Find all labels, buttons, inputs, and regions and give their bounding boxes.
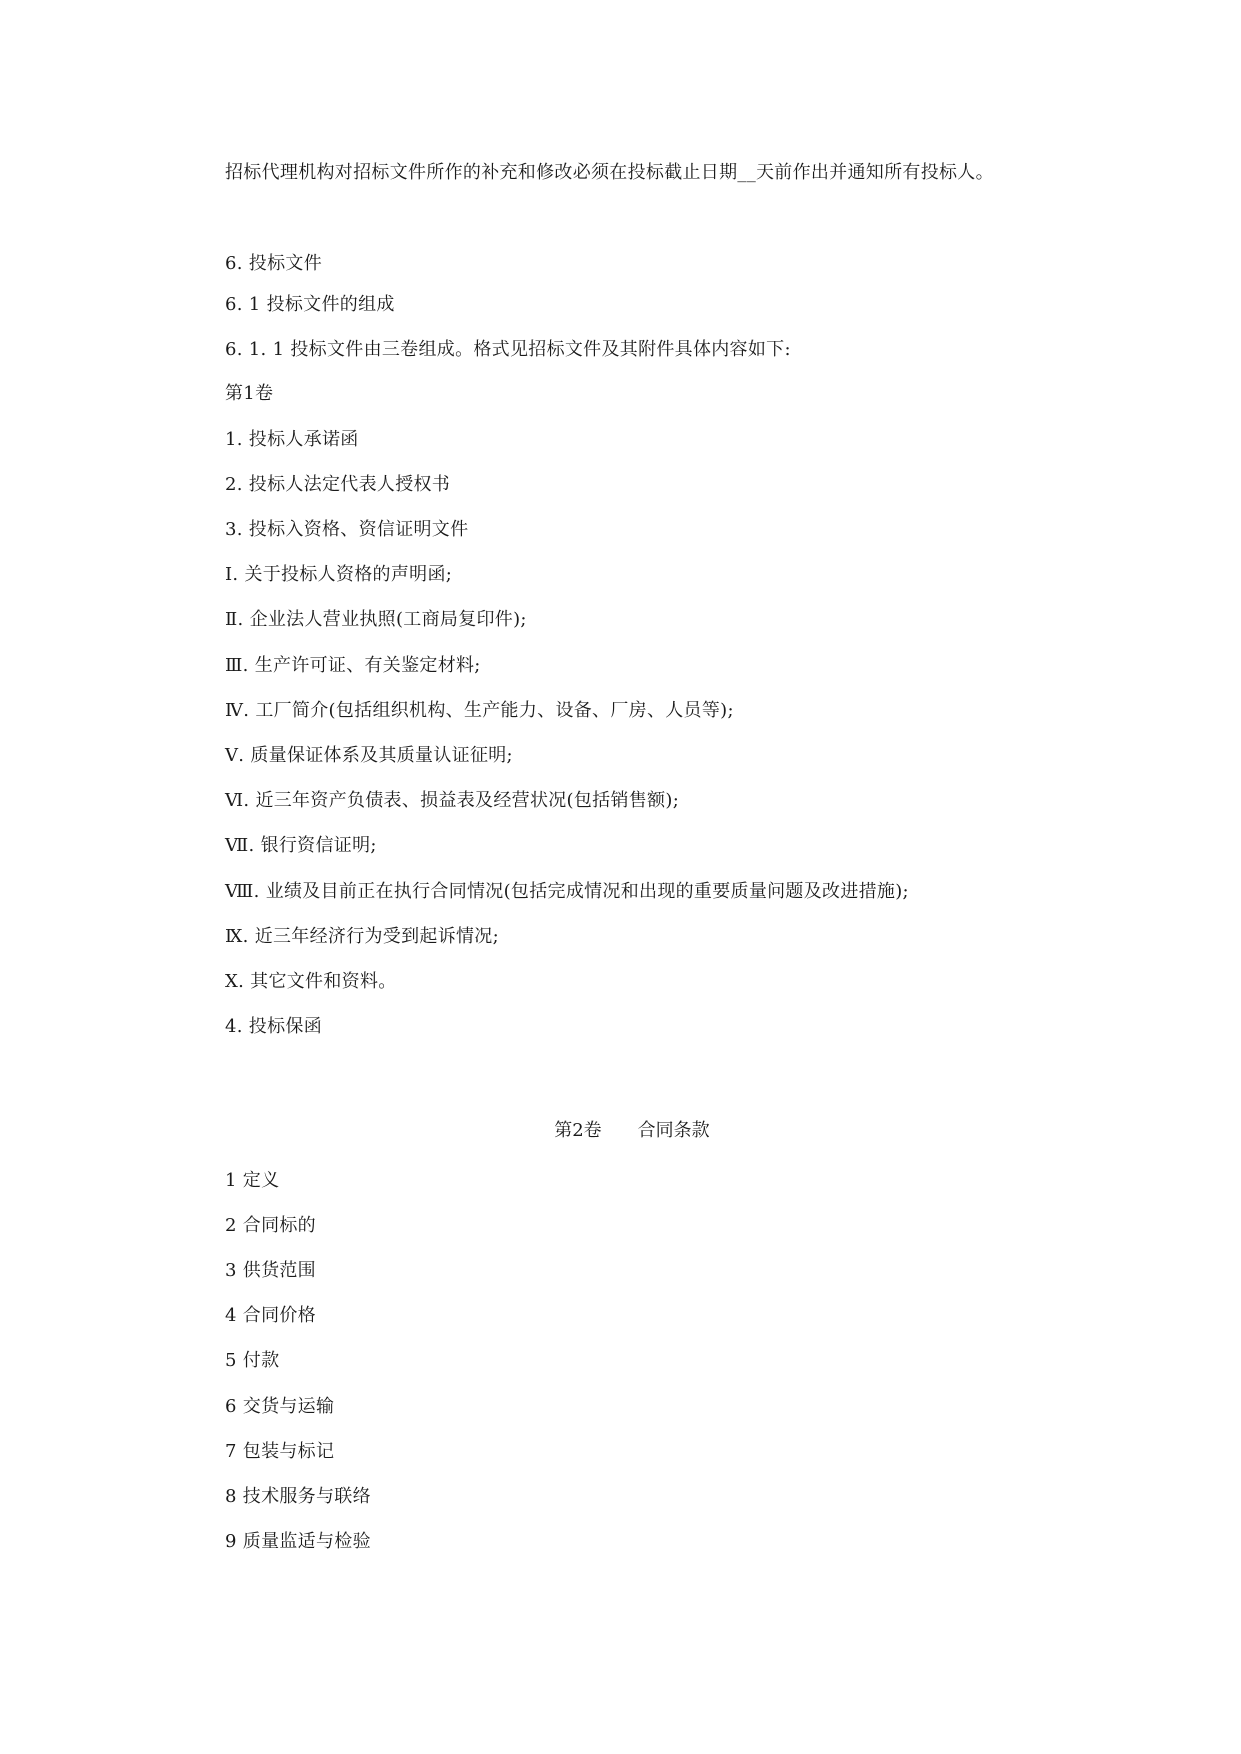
contract-clause-item: 8 技术服务与联络 [225,1486,371,1507]
intro-paragraph: 招标代理机构对招标文件所作的补充和修改必须在投标截止日期__天前作出并通知所有投标人。 [225,162,994,183]
contract-clause-item: 1 定义 [225,1170,280,1191]
contract-clause-item: 6 交货与运输 [225,1396,335,1417]
qualification-item: Ⅵ. 近三年资产负债表、损益表及经营状况(包括销售额); [225,790,680,811]
qualification-item: Ⅸ. 近三年经济行为受到起诉情况; [225,926,499,947]
section-6-heading: 6. 投标文件 [225,253,322,274]
qualification-item: Ⅲ. 生产许可证、有关鉴定材料; [225,655,481,676]
qualification-item: Ⅴ. 质量保证体系及其质量认证征明; [225,745,513,766]
contract-clause-item: 3 供货范围 [225,1260,316,1281]
contract-clause-item: 5 付款 [225,1350,280,1371]
contract-clause-item: 9 质量监适与检验 [225,1531,371,1552]
section-6-1-heading: 6. 1 投标文件的组成 [225,294,395,315]
volume-1-item: 2. 投标人法定代表人授权书 [225,474,451,495]
contract-clause-item: 4 合同价格 [225,1305,316,1326]
volume-1-title: 第1卷 [225,383,274,404]
qualification-item: Ⅱ. 企业法人营业执照(工商局复印件); [225,609,527,630]
qualification-item: Ⅷ. 业绩及目前正在执行合同情况(包括完成情况和出现的重要质量问题及改进措施); [225,881,909,902]
section-6-1-1-text: 6. 1. 1 投标文件由三卷组成。格式见招标文件及其附件具体内容如下: [225,339,791,360]
volume-2-heading [0,1095,1241,1167]
volume-2-number: 第2卷 [554,1120,602,1141]
contract-clause-item: 7 包装与标记 [225,1441,335,1462]
qualification-item: Ⅰ. 关于投标人资格的声明函; [225,564,453,585]
volume-1-item: 3. 投标入资格、资信证明文件 [225,519,469,540]
volume-1-item: 1. 投标人承诺函 [225,429,359,450]
qualification-item: Ⅶ. 银行资信证明; [225,835,377,856]
volume-1-item: 4. 投标保函 [225,1016,322,1037]
volume-2-title: 合同条款 [637,1120,710,1141]
qualification-item: Ⅹ. 其它文件和资料。 [225,971,397,992]
qualification-item: Ⅳ. 工厂简介(包括组织机构、生产能力、设备、厂房、人员等); [225,700,734,721]
contract-clause-item: 2 合同标的 [225,1215,316,1236]
